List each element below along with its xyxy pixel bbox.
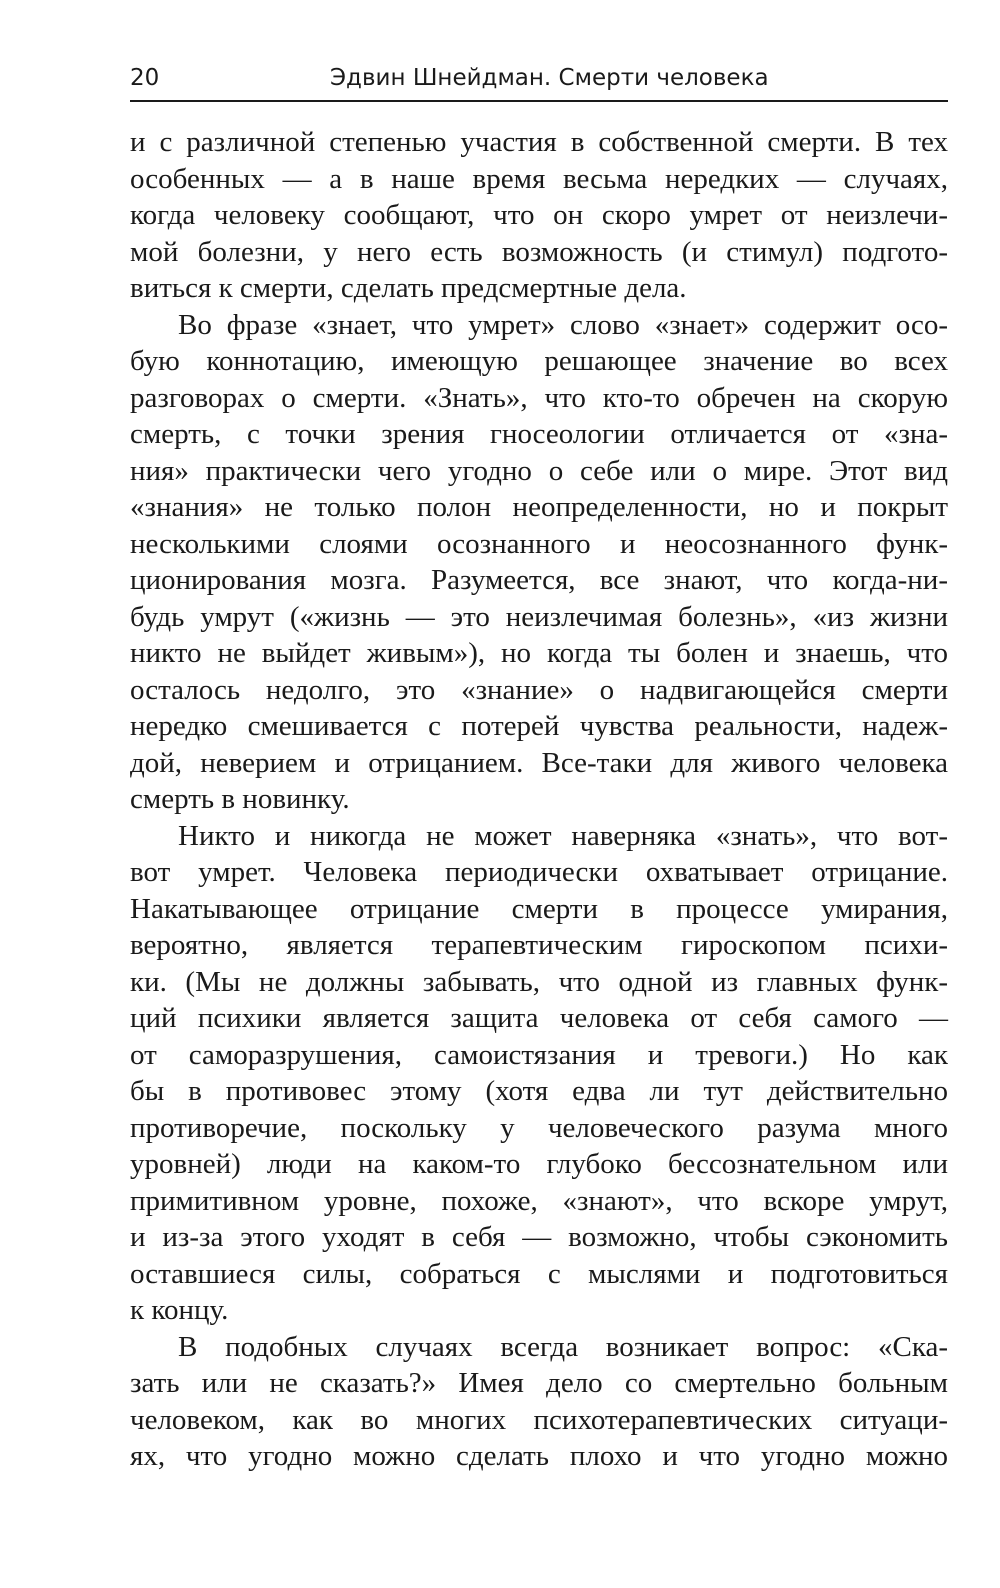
text-line: «знания» не только полон неопределенности, но и покрыт: [130, 491, 948, 523]
text-line: никто не выйдет живым»), но когда ты болен и знаешь, что: [130, 637, 948, 669]
paragraph-4: [130, 1329, 948, 1475]
text-line: ционирования мозга. Разумеется, все знают, что когда-ни-: [130, 564, 948, 596]
text-line: смерть в новинку.: [130, 783, 350, 815]
text-line: смерть, с точки зрения гносеологии отличается от «зна-: [130, 418, 948, 450]
text-line: разговорах о смерти. «Знать», что кто-то обречен на скорую: [130, 381, 948, 414]
text-line: ния» практически чего угодно о себе или о мире. Этот вид: [130, 454, 948, 487]
text-line: от саморазрушения, самоистязания и тревоги.) Но как: [130, 1038, 948, 1071]
text-line: уровней) люди на каком-то глубоко бессознательном или: [130, 1148, 948, 1180]
text-line: осталось недолго, это «знание» о надвигающейся смерти: [130, 673, 948, 706]
text-line: мой болезни, у него есть возможность (и стимул) подгото-: [130, 235, 948, 268]
text-line: к концу.: [130, 1294, 229, 1326]
text-line: дой, неверием и отрицанием. Все-таки для живого человека: [130, 746, 948, 779]
text-line: несколькими слоями осознанного и неосознанного функ-: [130, 527, 948, 560]
text-line: Во фразе «знает, что умрет» слово «знает» содержит осо-: [178, 308, 948, 341]
text-line: В подобных случаях всегда возникает вопрос: «Ска-: [178, 1330, 948, 1363]
text-line: будь умрут («жизнь — это неизлечимая болезнь», «из жизни: [130, 600, 948, 633]
text-line: нередко смешивается с потерей чувства реальности, надеж-: [130, 710, 948, 742]
text-line: и с различной степенью участия в собственной смерти. В тех: [130, 126, 948, 158]
text-line: вероятно, является терапевтическим гироскопом психи-: [130, 929, 948, 961]
text-line: бую коннотацию, имеющую решающее значение во всех: [130, 345, 948, 377]
text-line: Накатывающее отрицание смерти в процессе умирания,: [130, 892, 948, 925]
text-line: оставшиеся силы, собраться с мыслями и подготовиться: [130, 1257, 948, 1290]
paragraph-3: [130, 818, 948, 1329]
text-line: и из-за этого уходят в себя — возможно, чтобы сэкономить: [130, 1221, 948, 1253]
page-number: 20: [130, 65, 160, 91]
text-line: зать или не сказать?» Имея дело со смертельно больным: [130, 1367, 948, 1399]
book-page: [130, 60, 948, 1475]
text-line: ки. (Мы не должны забывать, что одной из главных функ-: [130, 965, 948, 998]
text-line: вот умрет. Человека периодически охватывает отрицание.: [130, 856, 948, 888]
text-line: противоречие, поскольку у человеческого разума много: [130, 1111, 948, 1144]
text-line: Никто и никогда не может наверняка «знать», что вот-: [178, 819, 948, 852]
running-head: [130, 60, 948, 102]
running-title: Эдвин Шнейдман. Смерти человека: [330, 65, 769, 91]
text-line: примитивном уровне, похоже, «знают», что вскоре умрут,: [130, 1184, 948, 1217]
body-text: [130, 124, 948, 1475]
text-line: человеком, как во многих психотерапевтических ситуаци-: [130, 1403, 948, 1436]
paragraph-1: [130, 124, 948, 307]
text-line: особенных — а в наше время весьма нередких — случаях,: [130, 162, 948, 195]
text-line: ях, что угодно можно сделать плохо и что угодно можно: [130, 1440, 948, 1472]
text-line: бы в противовес этому (хотя едва ли тут действительно: [130, 1075, 948, 1107]
text-line: виться к смерти, сделать предсмертные дела.: [130, 272, 687, 304]
paragraph-2: [130, 307, 948, 818]
text-line: ций психики является защита человека от себя самого —: [130, 1002, 948, 1034]
text-line: когда человеку сообщают, что он скоро умрет от неизлечи-: [130, 199, 948, 231]
